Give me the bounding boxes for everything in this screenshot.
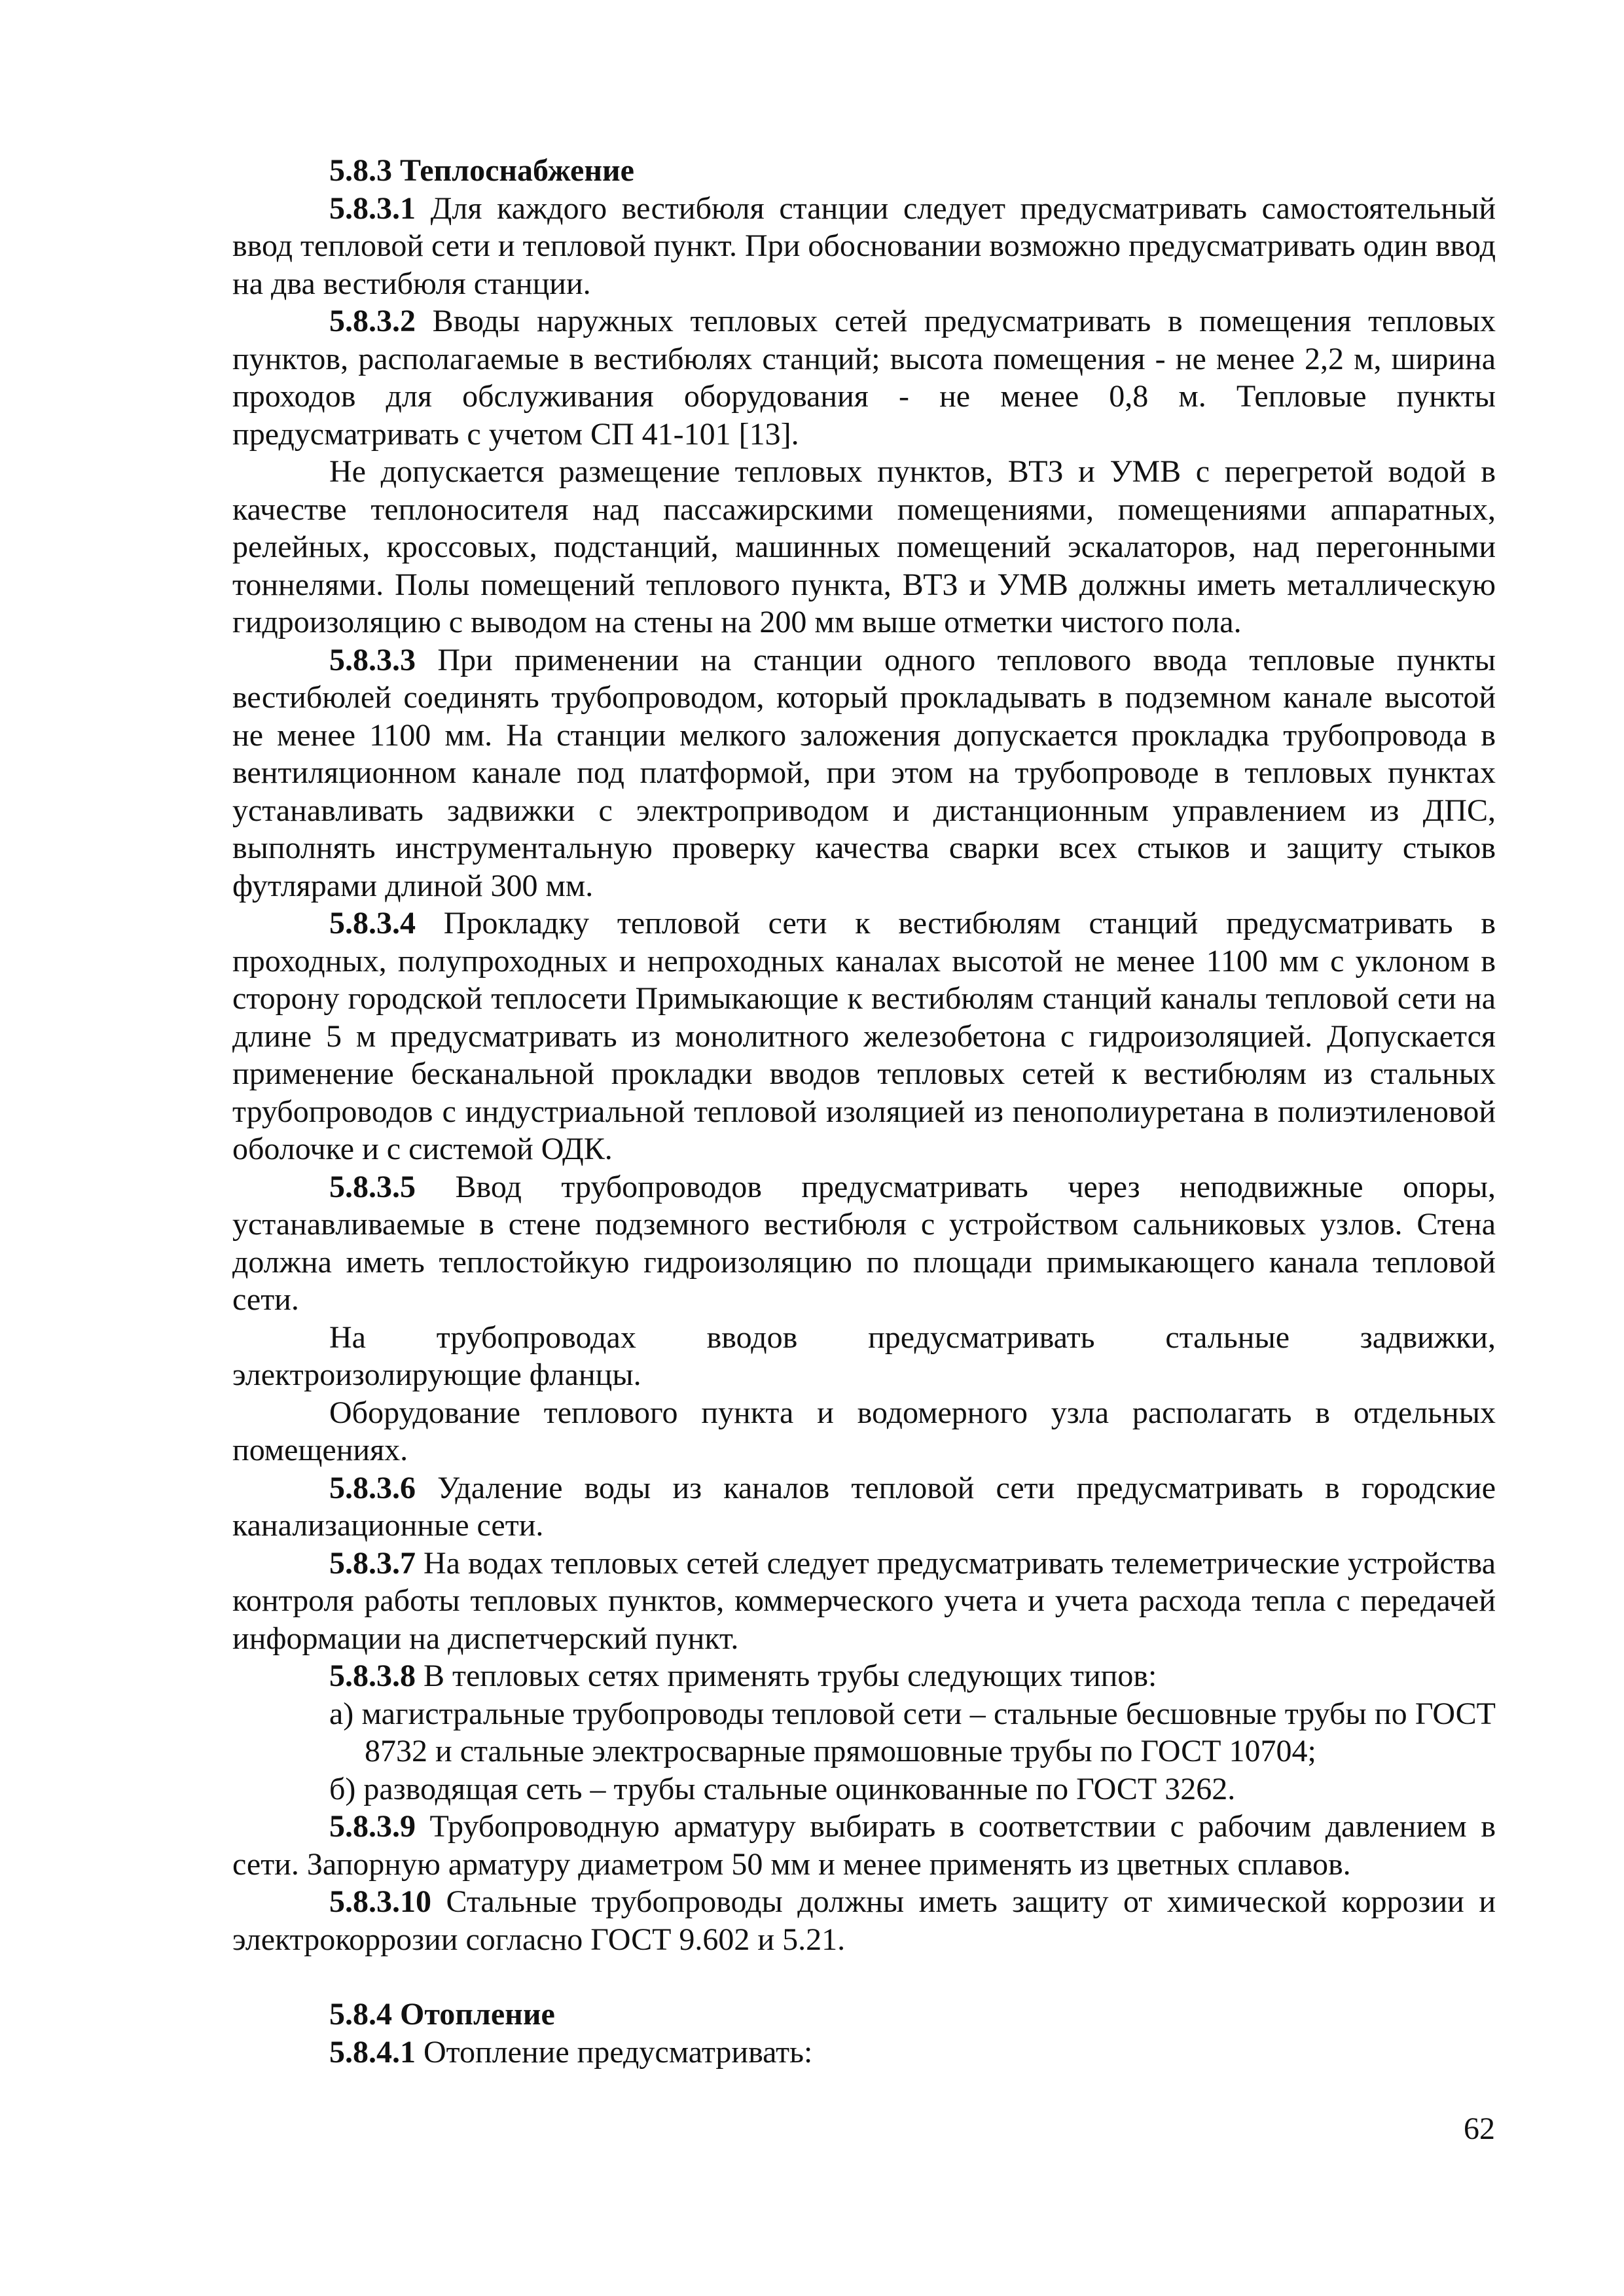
list-item-b: б) разводящая сеть – трубы стальные оцинкованные по ГОСТ 3262. [329,1771,1236,1806]
clause-number: 5.8.3.7 [329,1545,416,1581]
paragraph-5-8-3-8 [232,1657,1496,1695]
clause-number: 5.8.4.1 [329,2034,416,2070]
paragraph-5-8-3-7 [232,1545,1496,1658]
paragraph-5-8-3-9 [232,1808,1496,1883]
paragraph-5-8-3-2 [232,302,1496,453]
paragraph-5-8-3-1 [232,190,1496,303]
document-page [232,152,1496,2071]
clause-text: Трубопроводную арматуру выбирать в соответствии с рабочим давлением в сети. Запорную арматуру диаметром 50 мм и менее применять из цветных сплавов. [232,1809,1496,1882]
clause-number: 5.8.3.1 [329,190,416,226]
clause-text: В тепловых сетях применять трубы следующих типов: [416,1659,1157,1693]
clause-number: 5.8.3.10 [329,1884,431,1919]
clause-number: 5.8.3.9 [329,1809,416,1844]
clause-text: Ввод трубопроводов предусматривать через неподвижные опоры, устанавливаемые в стене подземного вестибюля с устройством сальниковых узлов. Стена должна иметь теплостойкую гидроизоляцию по площади примыкающего канала тепловой сети. [232,1169,1496,1317]
clause-text: Отопление предусматривать: [416,2034,813,2070]
paragraph-5-8-3-3 [232,641,1496,905]
paragraph-valves-line2: электроизолирующие фланцы. [232,1357,641,1392]
clause-text: Удаление воды из каналов тепловой сети предусматривать в городские канализационные сети. [232,1470,1496,1543]
paragraph-5-8-3-4 [232,905,1496,1168]
paragraph-heat-points-restriction: Не допускается размещение тепловых пунктов, ВТЗ и УМВ с перегретой водой в качестве теплоносителя над пассажирскими помещениями, помещениями аппаратных, релейных, кроссовых, подстанций, машинных помещений эскалаторов, над перегонными тоннелями. Полы помещений теплового пункта, ВТЗ и УМВ должны иметь металлическую гидроизоляцию с выводом на стены на 200 мм выше отметки чистого пола. [232,454,1496,639]
clause-text: На водах тепловых сетей следует предусматривать телеметрические устройства контроля работы тепловых пунктов, коммерческого учета и учета расхода тепла с передачей информации на диспетчерский пункт. [232,1545,1496,1656]
clause-number: 5.8.3.5 [329,1169,416,1204]
section-heading-5-8-3: 5.8.3 Теплоснабжение [329,153,634,188]
paragraph-5-8-4-1 [232,2034,1496,2072]
clause-number: 5.8.3.3 [329,642,416,677]
paragraph-equipment-rooms: Оборудование теплового пункта и водомерного узла располагать в отдельных помещениях. [232,1395,1496,1467]
clause-text: Вводы наружных тепловых сетей предусматривать в помещения тепловых пунктов, располагаемые в вестибюлях станций; высота помещения - не менее 2,2 м, ширина проходов для обслуживания оборудования - не менее 0,8 м. Тепловые пункты предусматривать с учетом СП 41-101 [13]. [232,304,1496,452]
clause-number: 5.8.3.6 [329,1470,416,1505]
clause-text: Стальные трубопроводы должны иметь защиту от химической коррозии и электрокоррозии согласно ГОСТ 9.602 и 5.21. [232,1884,1496,1957]
clause-text: Для каждого вестибюля станции следует предусматривать самостоятельный ввод тепловой сети и тепловой пункт. При обосновании возможно предусматривать один ввод на два вестибюля станции. [232,190,1496,301]
clause-number: 5.8.3.8 [329,1659,416,1693]
clause-text: Прокладку тепловой сети к вестибюлям станций предусматривать в проходных, полупроходных и непроходных каналах высотой не менее 1100 мм с уклоном в сторону городской теплосети Примыкающие к вестибюлям станций каналы тепловой сети на длине 5 м предусматривать из монолитного железобетона с гидроизоляцией. Допускается применение бесканальной прокладки вводов тепловых сетей к вестибюлям из стальных трубопроводов с индустриальной тепловой изоляцией из пенополиуретана в полиэтиленовой оболочке и с системой ОДК. [232,906,1496,1166]
clause-number: 5.8.3.2 [329,304,416,338]
list-item-a: а) магистральные трубопроводы тепловой сети – стальные бесшовные трубы по ГОСТ 8732 и стальные электросварные прямошовные трубы по ГОСТ 10704; [329,1696,1496,1768]
paragraph-5-8-3-6 [232,1469,1496,1545]
page-number: 62 [1464,2111,1495,2146]
clause-text: При применении на станции одного теплового ввода тепловые пункты вестибюлей соединять трубопроводом, который прокладывать в подземном канале высотой не менее 1100 мм. На станции мелкого заложения допускается прокладка трубопровода в вентиляционном канале под платформой, при этом на трубопроводе в тепловых пунктах устанавливать задвижки с электроприводом и дистанционным управлением из ДПС, выполнять инструментальную проверку качества сварки всех стыков и защиту стыков футлярами длиной 300 мм. [232,642,1496,903]
paragraph-valves-line1: На трубопроводах вводов предусматривать стальные задвижки, [329,1319,1496,1355]
paragraph-5-8-3-10 [232,1883,1496,1958]
clause-number: 5.8.3.4 [329,906,416,941]
section-heading-5-8-4: 5.8.4 Отопление [329,1997,555,2032]
paragraph-5-8-3-5 [232,1168,1496,1319]
